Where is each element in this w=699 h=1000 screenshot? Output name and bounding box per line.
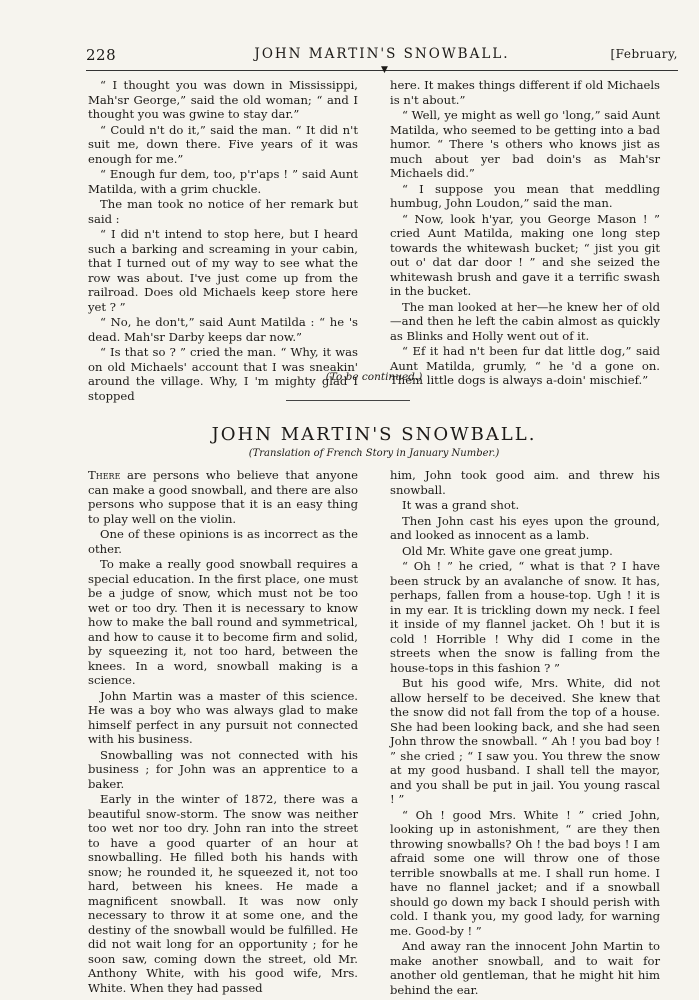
running-month: [February, xyxy=(610,47,678,61)
paragraph: Old Mr. White gave one great jump. xyxy=(402,543,613,558)
story-column-left xyxy=(88,468,358,996)
paragraph: “ I suppose you mean that meddling humbug, John Loudon,” said the man. xyxy=(390,181,660,210)
running-title: JOHN MARTIN'S SNOWBALL. xyxy=(254,46,510,62)
paragraph: “ Oh ! good Mrs. White ! ” cried John, looking up in astonishment, “ are they then throwing snowballs? Oh ! the bad boys ! I am afraid some one will throw one of those terrible snowballs at me. I shall run home. I have no flannel jacket; and if a snowball should go down my back I should perish with cold. I thank you, my good lady, for warning me. Good-by ! ” xyxy=(390,807,660,938)
paragraph: “ No, he don't,” said Aunt Matilda : “ he 's dead. Mah'sr Darby keeps dar now.” xyxy=(88,315,358,344)
paragraph: Then John cast his eyes upon the ground, and looked as innocent as a lamb. xyxy=(390,513,660,542)
paragraph: “ Well, ye might as well go 'long,” said Aunt Matilda, who seemed to be getting into a bad humor. “ There 's others who knows jist as much about yer bad doin's as Mah'sr Michaels did.” xyxy=(390,108,660,180)
column-top-right xyxy=(390,78,660,389)
to-be-continued: (To be continued.) xyxy=(325,371,423,383)
paragraph: John Martin was a master of this science. He was a boy who was always glad to make himself perfect in any pursuit not connected with his business. xyxy=(88,688,358,746)
paragraph: “ Now, look h'yar, you George Mason ! ” cried Aunt Matilda, making one long step towards the whitewash bucket; “ jist you git out o' dat dar door ! ” and she seized the whitewash brush and gave it a terrific swash in the bucket. xyxy=(390,211,660,298)
paragraph: The man looked at her—he knew her of old—and then he left the cabin almost as quickly as Blinks and Holly went out of it. xyxy=(390,299,660,343)
paragraph: And away ran the innocent John Martin to make another snowball, and to wait for another old gentleman, that he might hit him behind the ear. xyxy=(390,939,660,997)
paragraph: “ I thought you was down in Mississippi, Mah'sr George,” said the old woman; “ and I thought you was gwine to stay dar.” xyxy=(88,78,358,121)
opening-word: There xyxy=(88,468,121,482)
story-title: JOHN MARTIN'S SNOWBALL. xyxy=(211,424,537,445)
paragraph: One of these opinions is as incorrect as the other. xyxy=(88,527,358,556)
paragraph: The man took no notice of her remark but said : xyxy=(88,197,358,226)
paragraph: “ Could n't do it,” said the man. “ It did n't suit me, down there. Five years of it was enough for me.” xyxy=(88,122,358,166)
paragraph: “ Ef it had n't been fur dat little dog,” said Aunt Matilda, grumly, “ he 'd a gone on. Them little dogs is always a-doin' mischief.” xyxy=(390,344,660,387)
paragraph: “ I did n't intend to stop here, but I heard such a barking and screaming in your cabin, that I turned out of my way to see what the row was about. I've just come up from the railroad. Does old Michaels keep store here yet ? ” xyxy=(88,227,358,314)
paragraph: It was a grand shot. xyxy=(402,498,520,512)
paragraph: “ Is that so ? ” cried the man. “ Why, it was on old Michaels' account that I was sneakin' around the village. Why, I 'm mighty glad I stopped xyxy=(88,345,358,403)
header-rule xyxy=(86,65,678,75)
paragraph: “ Oh ! ” he cried, “ what is that ? I have been struck by an avalanche of snow. It has, perhaps, fallen from a house-top. Ugh ! it is in my ear. It is trickling down my neck. I feel it inside of my flannel jacket. Oh ! but it is cold ! Horrible ! Why did I come in the streets when the snow is falling from the house-tops in this fashion ? ” xyxy=(390,559,660,675)
paragraph: here. It makes things different if old Michaels is n't about.” xyxy=(390,78,660,107)
rule-ornament-icon: ▼ xyxy=(381,65,388,75)
story-column-right xyxy=(390,468,660,998)
column-top-left xyxy=(88,78,358,404)
paragraph: To make a really good snowball requires a special education. In the first place, one must be a judge of snow, which must not be too wet or too dry. Then it is necessary to know how to make the ball round and symmetrical, and how to cause it to become firm and solid, by squeezing it, not too hard, between the knees. In a word, snowball making is a science. xyxy=(88,557,358,687)
page-number: 228 xyxy=(86,46,117,64)
opening-paragraph xyxy=(88,468,358,526)
paragraph: Snowballing was not connected with his business ; for John was an apprentice to a baker. xyxy=(88,747,358,791)
opening-text: are persons who believe that anyone can make a good snowball, and there are also persons who suppose that it is an easy thing to play well on the violin. xyxy=(88,468,358,526)
paragraph: “ Enough fur dem, too, p'r'aps ! ” said Aunt Matilda, with a grim chuckle. xyxy=(88,167,358,196)
paragraph: him, John took good aim. and threw his snowball. xyxy=(390,468,660,497)
paragraph: But his good wife, Mrs. White, did not allow herself to be deceived. She knew that the snow did not fall from the top of a house. She had been looking back, and she had seen John throw the snowball. “ Ah ! you bad boy ! ” she cried ; “ I saw you. You threw the snow at my good husband. I shall tell the mayor, and you shall be put in jail. You young rascal ! ” xyxy=(390,676,660,806)
section-divider xyxy=(286,400,410,401)
paragraph: Early in the winter of 1872, there was a beautiful snow-storm. The snow was neither too wet nor too dry. John ran into the street to have a good quarter of an hour at snowballing. He filled both his hands with snow; he rounded it, he squeezed it, not too hard, between his knees. He made a magnificent snowball. It was now only necessary to throw it at some one, and the destiny of the snowball would be fulfilled. He did not wait long for an opportunity ; for he soon saw, coming down the street, old Mr. Anthony White, with his good wife, Mrs. White. When they had passed xyxy=(88,792,358,995)
story-subtitle: (Translation of French Story in January Number.) xyxy=(248,448,500,459)
